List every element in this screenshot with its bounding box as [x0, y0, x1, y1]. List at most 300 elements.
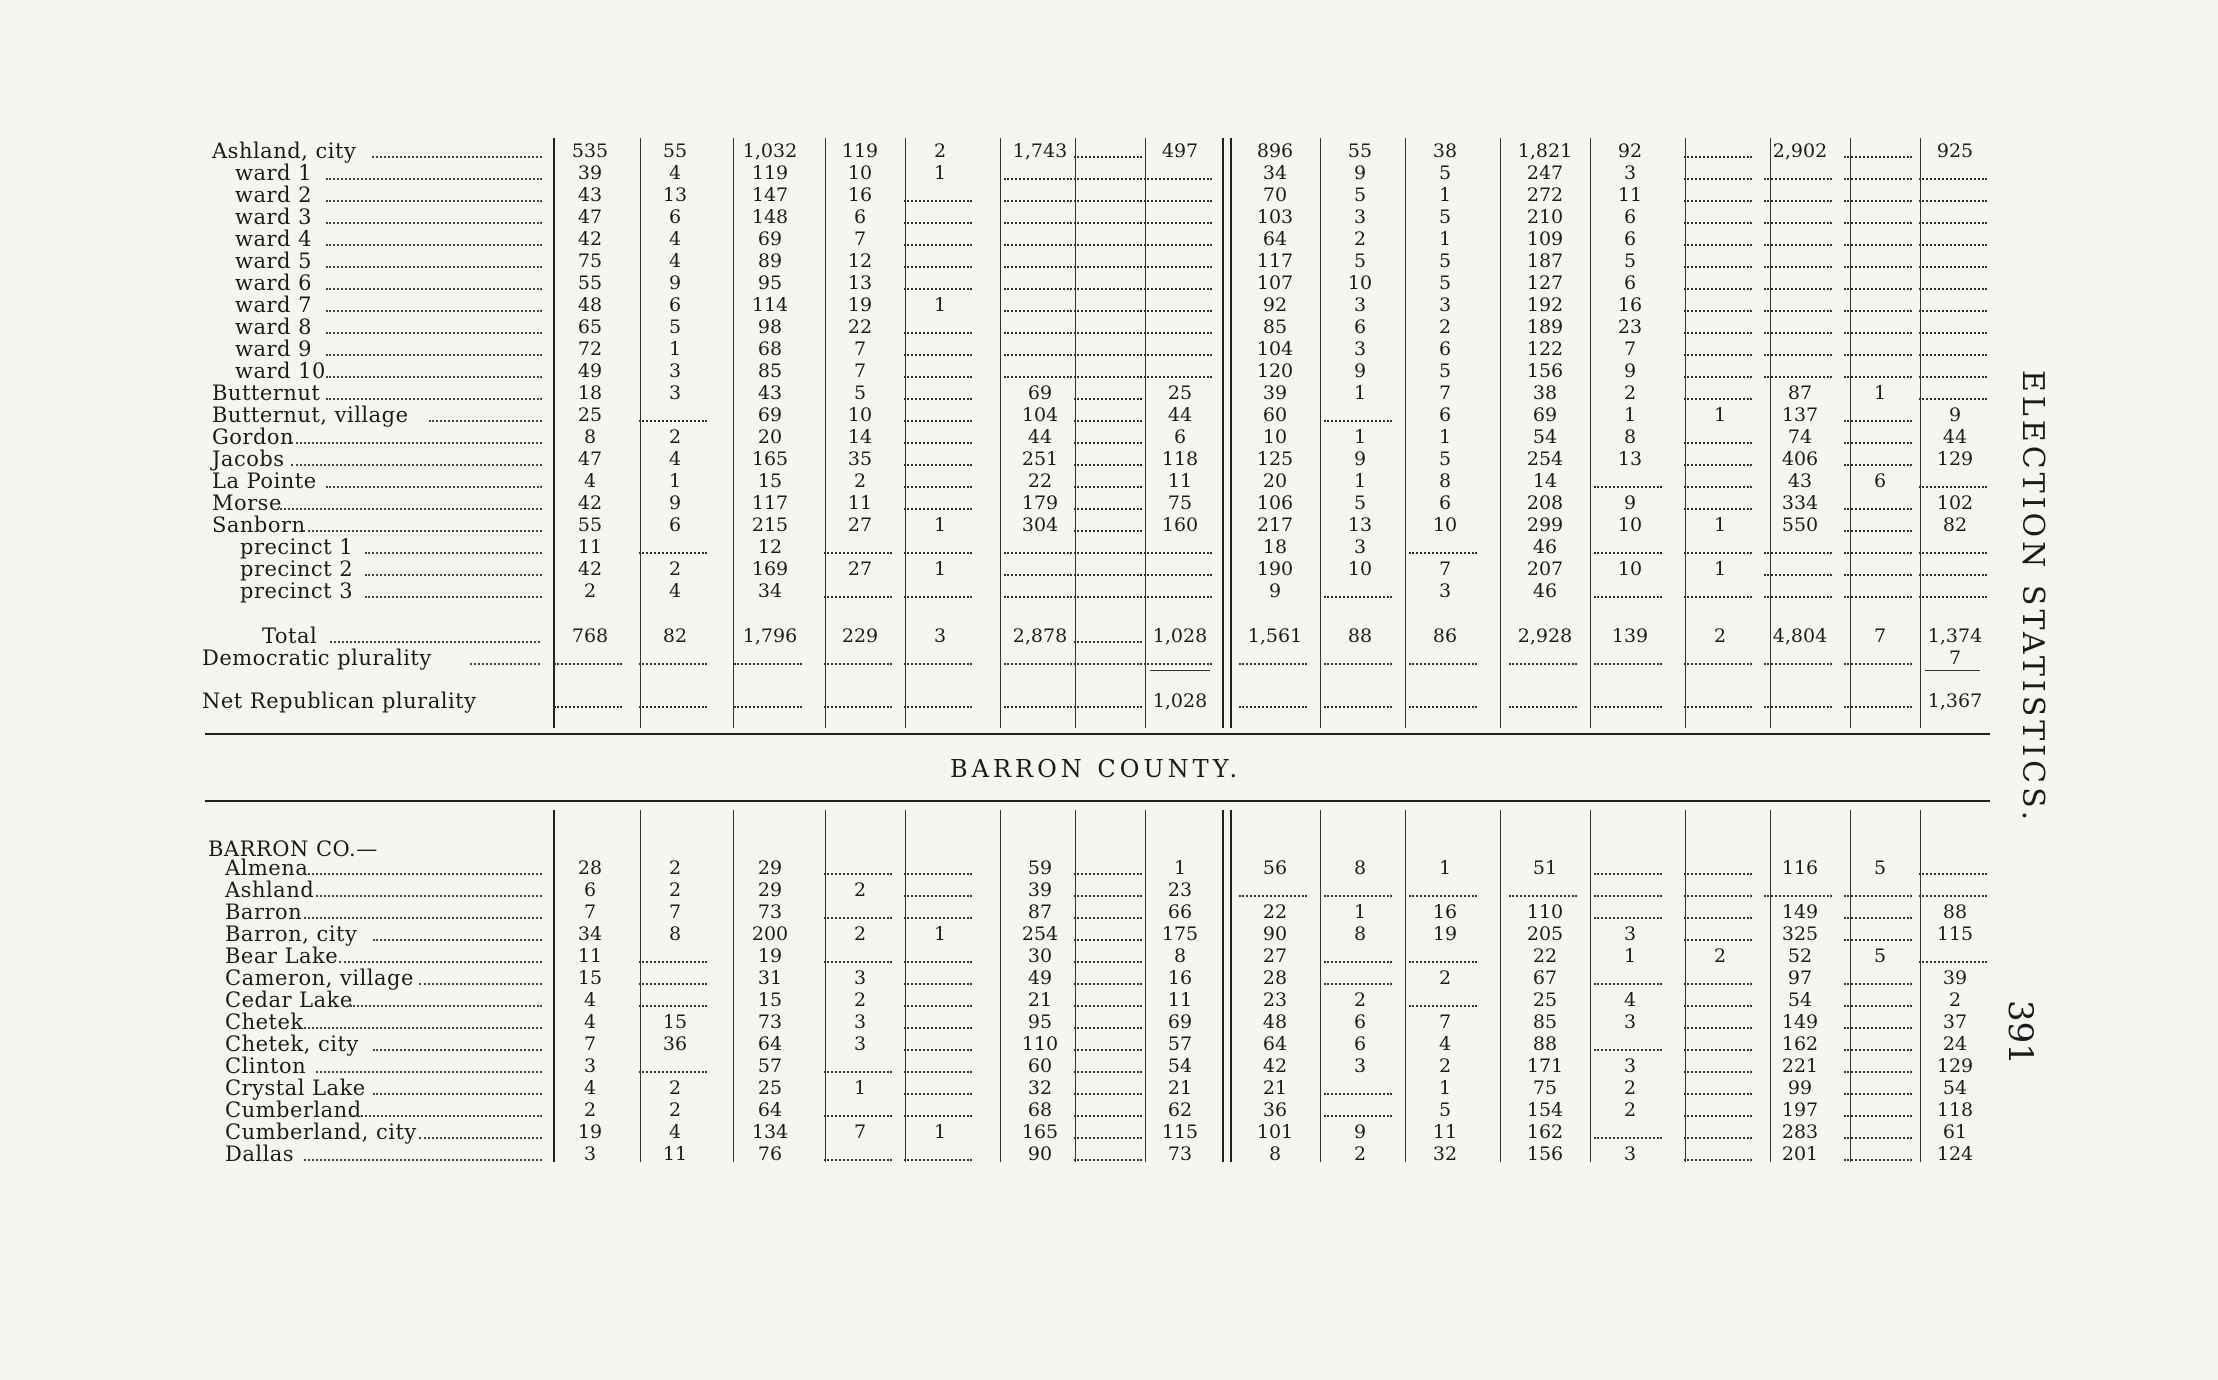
empty-cell-dots	[824, 1115, 892, 1117]
table-cell: 6	[1623, 228, 1637, 250]
table-cell: 6	[1353, 1011, 1367, 1033]
leader-dots	[303, 530, 543, 532]
table-cell: 896	[1256, 140, 1294, 162]
table-cell: 8	[1268, 1143, 1282, 1165]
empty-cell-dots	[1919, 376, 1987, 378]
empty-cell-dots	[1074, 895, 1142, 897]
net-cell: 1,028	[1152, 690, 1208, 712]
table-cell: 11	[1167, 989, 1193, 1011]
total-cell: 82	[662, 625, 688, 647]
table-cell: 3	[583, 1055, 597, 1077]
table-cell: 59	[1027, 857, 1053, 879]
table-cell: 3	[1623, 923, 1637, 945]
empty-cell-dots	[1074, 332, 1142, 334]
empty-cell-dots	[904, 354, 972, 356]
empty-cell-dots	[1324, 895, 1392, 897]
empty-cell-dots	[1844, 288, 1912, 290]
empty-cell-dots	[1004, 178, 1072, 180]
table-cell: 104	[1021, 404, 1059, 426]
table-cell: 251	[1021, 448, 1059, 470]
table-cell: 72	[577, 338, 603, 360]
table-cell: 6	[1623, 206, 1637, 228]
table-cell: 3	[668, 360, 682, 382]
row-label: Cedar Lake	[225, 988, 353, 1012]
table-cell: 2	[1353, 1143, 1367, 1165]
table-cell: 29	[757, 879, 783, 901]
table-cell: 201	[1781, 1143, 1819, 1165]
empty-cell-dots	[1144, 376, 1212, 378]
table-cell: 1	[1438, 426, 1452, 448]
leader-dots	[365, 574, 542, 576]
table-cell: 7	[1438, 382, 1452, 404]
table-cell: 32	[1027, 1077, 1053, 1099]
table-cell: 10	[1347, 558, 1373, 580]
table-cell: 95	[757, 272, 783, 294]
table-cell: 120	[1256, 360, 1294, 382]
table-cell: 3	[853, 1033, 867, 1055]
table-cell: 87	[1787, 382, 1813, 404]
empty-cell-dots	[1074, 1159, 1142, 1161]
table-cell: 19	[577, 1121, 603, 1143]
table-cell: 30	[1027, 945, 1053, 967]
empty-cell-dots	[1919, 200, 1987, 202]
column-rule	[1320, 810, 1321, 1162]
table-cell: 154	[1526, 1099, 1564, 1121]
table-cell: 4	[583, 470, 597, 492]
table-cell: 2	[1623, 1077, 1637, 1099]
table-cell: 7	[668, 901, 682, 923]
table-cell: 3	[853, 967, 867, 989]
table-cell: 6	[1623, 272, 1637, 294]
table-cell: 15	[757, 470, 783, 492]
empty-cell-dots	[904, 486, 972, 488]
empty-cell-dots	[1324, 1115, 1392, 1117]
empty-cell-dots	[1764, 354, 1832, 356]
row-label: ward 9	[235, 337, 313, 361]
table-cell: 87	[1027, 901, 1053, 923]
table-cell: 2	[668, 857, 682, 879]
empty-cell-dots	[1074, 1115, 1142, 1117]
empty-cell-dots	[1004, 574, 1072, 576]
empty-cell-dots	[1684, 939, 1752, 941]
row-label: Clinton	[225, 1054, 307, 1078]
table-cell: 55	[577, 272, 603, 294]
empty-cell-dots	[1844, 895, 1912, 897]
empty-cell-dots	[1074, 508, 1142, 510]
empty-cell-dots	[824, 1071, 892, 1073]
leader-dots	[326, 376, 543, 378]
empty-cell-dots	[1594, 873, 1662, 875]
table-cell: 9	[1948, 404, 1962, 426]
empty-cell-dots	[1324, 420, 1392, 422]
empty-cell-dots	[1684, 310, 1752, 312]
empty-cell-dots	[1004, 376, 1072, 378]
table-cell: 60	[1262, 404, 1288, 426]
table-cell: 46	[1532, 536, 1558, 558]
table-cell: 149	[1781, 1011, 1819, 1033]
leader-dots	[316, 895, 543, 897]
empty-cell-dots	[1764, 200, 1832, 202]
row-label: Crystal Lake	[225, 1076, 366, 1100]
table-cell: 5	[1353, 492, 1367, 514]
table-cell: 169	[751, 558, 789, 580]
empty-cell-dots	[1074, 574, 1142, 576]
table-cell: 124	[1936, 1143, 1974, 1165]
column-rule	[1405, 810, 1406, 1162]
table-cell: 3	[1623, 162, 1637, 184]
table-cell: 6	[668, 294, 682, 316]
empty-cell-dots	[639, 552, 707, 554]
table-cell: 13	[1617, 448, 1643, 470]
table-cell: 98	[757, 316, 783, 338]
empty-cell-dots	[1004, 706, 1072, 708]
table-cell: 162	[1781, 1033, 1819, 1055]
empty-cell-dots	[1684, 983, 1752, 985]
row-label: Ashland, city	[212, 139, 357, 163]
total-cell: 88	[1347, 625, 1373, 647]
row-label: ward 6	[235, 271, 313, 295]
table-cell: 19	[847, 294, 873, 316]
empty-cell-dots	[1074, 156, 1142, 158]
empty-cell-dots	[1684, 222, 1752, 224]
table-cell: 23	[1262, 989, 1288, 1011]
leader-dots	[373, 1049, 542, 1051]
empty-cell-dots	[1684, 1049, 1752, 1051]
empty-cell-dots	[1684, 376, 1752, 378]
table-cell: 39	[577, 162, 603, 184]
table-cell: 1	[933, 558, 947, 580]
table-cell: 32	[1432, 1143, 1458, 1165]
table-cell: 46	[1532, 580, 1558, 602]
table-cell: 51	[1532, 857, 1558, 879]
empty-cell-dots	[1144, 178, 1212, 180]
empty-cell-dots	[1074, 486, 1142, 488]
total-cell: 1,561	[1247, 625, 1303, 647]
row-label: ward 4	[235, 227, 313, 251]
table-cell: 2	[1438, 316, 1452, 338]
leader-dots	[326, 310, 543, 312]
table-cell: 247	[1526, 162, 1564, 184]
table-cell: 5	[1873, 857, 1887, 879]
table-cell: 149	[1781, 901, 1819, 923]
column-rule	[1685, 810, 1686, 1162]
empty-cell-dots	[1919, 895, 1987, 897]
table-cell: 14	[847, 426, 873, 448]
row-label: Jacobs	[212, 447, 285, 471]
table-cell: 1	[933, 923, 947, 945]
table-cell: 27	[847, 514, 873, 536]
table-cell: 925	[1936, 140, 1974, 162]
table-cell: 90	[1262, 923, 1288, 945]
table-cell: 73	[757, 901, 783, 923]
table-cell: 75	[1167, 492, 1193, 514]
table-cell: 69	[757, 228, 783, 250]
empty-cell-dots	[1074, 200, 1142, 202]
table-cell: 106	[1256, 492, 1294, 514]
empty-cell-dots	[1684, 1093, 1752, 1095]
row-label: precinct 1	[240, 535, 354, 559]
empty-cell-dots	[1684, 1005, 1752, 1007]
row-label: Chetek	[225, 1010, 304, 1034]
table-cell: 8	[1353, 923, 1367, 945]
table-cell: 5	[668, 316, 682, 338]
empty-cell-dots	[1074, 288, 1142, 290]
leader-dots	[326, 222, 543, 224]
empty-cell-dots	[1239, 706, 1307, 708]
leader-dots	[304, 1159, 542, 1161]
table-cell: 25	[1167, 382, 1193, 404]
table-cell: 127	[1526, 272, 1564, 294]
empty-cell-dots	[904, 1071, 972, 1073]
county-heading: BARRON COUNTY.	[950, 755, 1242, 783]
empty-cell-dots	[904, 917, 972, 919]
table-cell: 175	[1161, 923, 1199, 945]
table-cell: 7	[853, 360, 867, 382]
leader-dots	[291, 464, 542, 466]
column-rule	[1920, 138, 1921, 728]
table-cell: 34	[577, 923, 603, 945]
table-cell: 165	[751, 448, 789, 470]
table-cell: 3	[1353, 206, 1367, 228]
empty-cell-dots	[1684, 200, 1752, 202]
empty-cell-dots	[1074, 706, 1142, 708]
empty-cell-dots	[639, 706, 707, 708]
empty-cell-dots	[1409, 1005, 1477, 1007]
empty-cell-dots	[1074, 917, 1142, 919]
table-cell: 11	[577, 945, 603, 967]
table-cell: 13	[662, 184, 688, 206]
empty-cell-dots	[1239, 663, 1307, 665]
table-cell: 1	[1438, 184, 1452, 206]
table-cell: 2	[668, 1099, 682, 1121]
empty-cell-dots	[1004, 288, 1072, 290]
empty-cell-dots	[1074, 442, 1142, 444]
empty-cell-dots	[1409, 663, 1477, 665]
net-republican-plurality-label: Net Republican plurality	[202, 689, 477, 713]
table-cell: 10	[847, 404, 873, 426]
empty-cell-dots	[1684, 1115, 1752, 1117]
empty-cell-dots	[639, 663, 707, 665]
empty-cell-dots	[1844, 376, 1912, 378]
empty-cell-dots	[1684, 398, 1752, 400]
table-cell: 1	[668, 338, 682, 360]
empty-cell-dots	[1844, 508, 1912, 510]
table-cell: 7	[853, 228, 867, 250]
table-cell: 122	[1526, 338, 1564, 360]
table-cell: 29	[757, 857, 783, 879]
table-cell: 10	[1347, 272, 1373, 294]
column-rule	[1000, 810, 1001, 1162]
table-cell: 19	[757, 945, 783, 967]
table-cell: 1	[1438, 228, 1452, 250]
table-cell: 3	[1353, 338, 1367, 360]
column-rule	[1500, 810, 1501, 1162]
table-cell: 215	[751, 514, 789, 536]
table-cell: 11	[662, 1143, 688, 1165]
table-cell: 90	[1027, 1143, 1053, 1165]
table-cell: 23	[1167, 879, 1193, 901]
empty-cell-dots	[1844, 706, 1912, 708]
table-cell: 49	[1027, 967, 1053, 989]
empty-cell-dots	[1144, 266, 1212, 268]
total-label: Total	[262, 624, 318, 648]
table-cell: 334	[1781, 492, 1819, 514]
row-label: ward 1	[235, 161, 313, 185]
empty-cell-dots	[1004, 663, 1072, 665]
table-cell: 39	[1027, 879, 1053, 901]
table-cell: 42	[1262, 1055, 1288, 1077]
table-cell: 117	[751, 492, 789, 514]
empty-cell-dots	[904, 266, 972, 268]
table-cell: 104	[1256, 338, 1294, 360]
empty-cell-dots	[1764, 222, 1832, 224]
row-label: Morse	[212, 491, 282, 515]
table-cell: 1	[1438, 857, 1452, 879]
empty-cell-dots	[1919, 574, 1987, 576]
table-cell: 7	[1438, 558, 1452, 580]
table-cell: 535	[571, 140, 609, 162]
empty-cell-dots	[1594, 706, 1662, 708]
empty-cell-dots	[1074, 420, 1142, 422]
table-cell: 54	[1787, 989, 1813, 1011]
table-cell: 283	[1781, 1121, 1819, 1143]
table-cell: 39	[1262, 382, 1288, 404]
empty-cell-dots	[1144, 288, 1212, 290]
table-cell: 8	[1353, 857, 1367, 879]
table-cell: 1	[1623, 404, 1637, 426]
row-label: ward 2	[235, 183, 313, 207]
column-rule	[905, 138, 906, 728]
column-rule	[1145, 138, 1146, 728]
empty-cell-dots	[1684, 332, 1752, 334]
table-cell: 119	[841, 140, 879, 162]
table-cell: 8	[1623, 426, 1637, 448]
column-rule	[553, 138, 555, 728]
empty-cell-dots	[1239, 895, 1307, 897]
empty-cell-dots	[1844, 442, 1912, 444]
table-cell: 55	[662, 140, 688, 162]
row-label: ward 7	[235, 293, 313, 317]
table-cell: 1	[933, 294, 947, 316]
empty-cell-dots	[1074, 354, 1142, 356]
table-cell: 118	[1936, 1099, 1974, 1121]
empty-cell-dots	[1844, 222, 1912, 224]
empty-cell-dots	[1764, 552, 1832, 554]
table-cell: 6	[1353, 1033, 1367, 1055]
table-cell: 14	[1532, 470, 1558, 492]
empty-cell-dots	[1074, 663, 1142, 665]
table-cell: 1	[933, 162, 947, 184]
leader-dots	[304, 1027, 542, 1029]
empty-cell-dots	[1919, 486, 1987, 488]
leader-dots	[350, 1005, 542, 1007]
empty-cell-dots	[1684, 288, 1752, 290]
table-cell: 217	[1256, 514, 1294, 536]
empty-cell-dots	[1074, 178, 1142, 180]
table-cell: 11	[1617, 184, 1643, 206]
empty-cell-dots	[1684, 178, 1752, 180]
table-cell: 4	[668, 580, 682, 602]
table-cell: 5	[1438, 272, 1452, 294]
empty-cell-dots	[1409, 895, 1477, 897]
table-cell: 210	[1526, 206, 1564, 228]
empty-cell-dots	[904, 1049, 972, 1051]
table-cell: 1	[1353, 382, 1367, 404]
leader-dots	[326, 244, 543, 246]
leader-dots	[372, 156, 543, 158]
table-cell: 3	[1353, 1055, 1367, 1077]
table-cell: 10	[1617, 514, 1643, 536]
table-cell: 160	[1161, 514, 1199, 536]
empty-cell-dots	[1919, 222, 1987, 224]
empty-cell-dots	[904, 244, 972, 246]
empty-cell-dots	[1919, 596, 1987, 598]
table-cell: 187	[1526, 250, 1564, 272]
table-cell: 15	[662, 1011, 688, 1033]
table-cell: 27	[1262, 945, 1288, 967]
empty-cell-dots	[1004, 354, 1072, 356]
table-cell: 6	[1173, 426, 1187, 448]
table-cell: 4	[668, 162, 682, 184]
table-cell: 2	[1623, 382, 1637, 404]
table-cell: 6	[1438, 492, 1452, 514]
table-cell: 43	[1787, 470, 1813, 492]
row-label: Sanborn	[212, 513, 306, 537]
empty-cell-dots	[1919, 178, 1987, 180]
empty-cell-dots	[1594, 1049, 1662, 1051]
table-cell: 1,821	[1517, 140, 1573, 162]
table-cell: 43	[577, 184, 603, 206]
empty-cell-dots	[1074, 1071, 1142, 1073]
table-cell: 70	[1262, 184, 1288, 206]
table-cell: 3	[668, 382, 682, 404]
table-cell: 92	[1617, 140, 1643, 162]
table-cell: 110	[1526, 901, 1564, 923]
empty-cell-dots	[1074, 1093, 1142, 1095]
table-cell: 1,032	[742, 140, 798, 162]
table-cell: 2	[668, 879, 682, 901]
empty-cell-dots	[1844, 1049, 1912, 1051]
empty-cell-dots	[1844, 464, 1912, 466]
empty-cell-dots	[1074, 1005, 1142, 1007]
empty-cell-dots	[904, 1005, 972, 1007]
empty-cell-dots	[1144, 244, 1212, 246]
empty-cell-dots	[1919, 288, 1987, 290]
table-cell: 13	[1347, 514, 1373, 536]
table-cell: 65	[577, 316, 603, 338]
table-cell: 11	[577, 536, 603, 558]
leader-dots	[304, 873, 542, 875]
leader-dots	[326, 354, 543, 356]
leader-dots	[304, 917, 542, 919]
side-title: ELECTION STATISTICS.	[2015, 370, 2050, 825]
row-label: Dallas	[225, 1142, 295, 1166]
table-cell: 21	[1262, 1077, 1288, 1099]
leader-dots	[339, 961, 543, 963]
empty-cell-dots	[1844, 663, 1912, 665]
empty-cell-dots	[554, 663, 622, 665]
net-cell: 1,367	[1927, 690, 1983, 712]
table-cell: 1	[1713, 514, 1727, 536]
table-cell: 101	[1256, 1121, 1294, 1143]
empty-cell-dots	[1844, 156, 1912, 158]
table-cell: 15	[577, 967, 603, 989]
empty-cell-dots	[1409, 552, 1477, 554]
empty-cell-dots	[824, 706, 892, 708]
total-cell: 768	[571, 625, 609, 647]
table-cell: 44	[1942, 426, 1968, 448]
empty-cell-dots	[639, 1005, 707, 1007]
